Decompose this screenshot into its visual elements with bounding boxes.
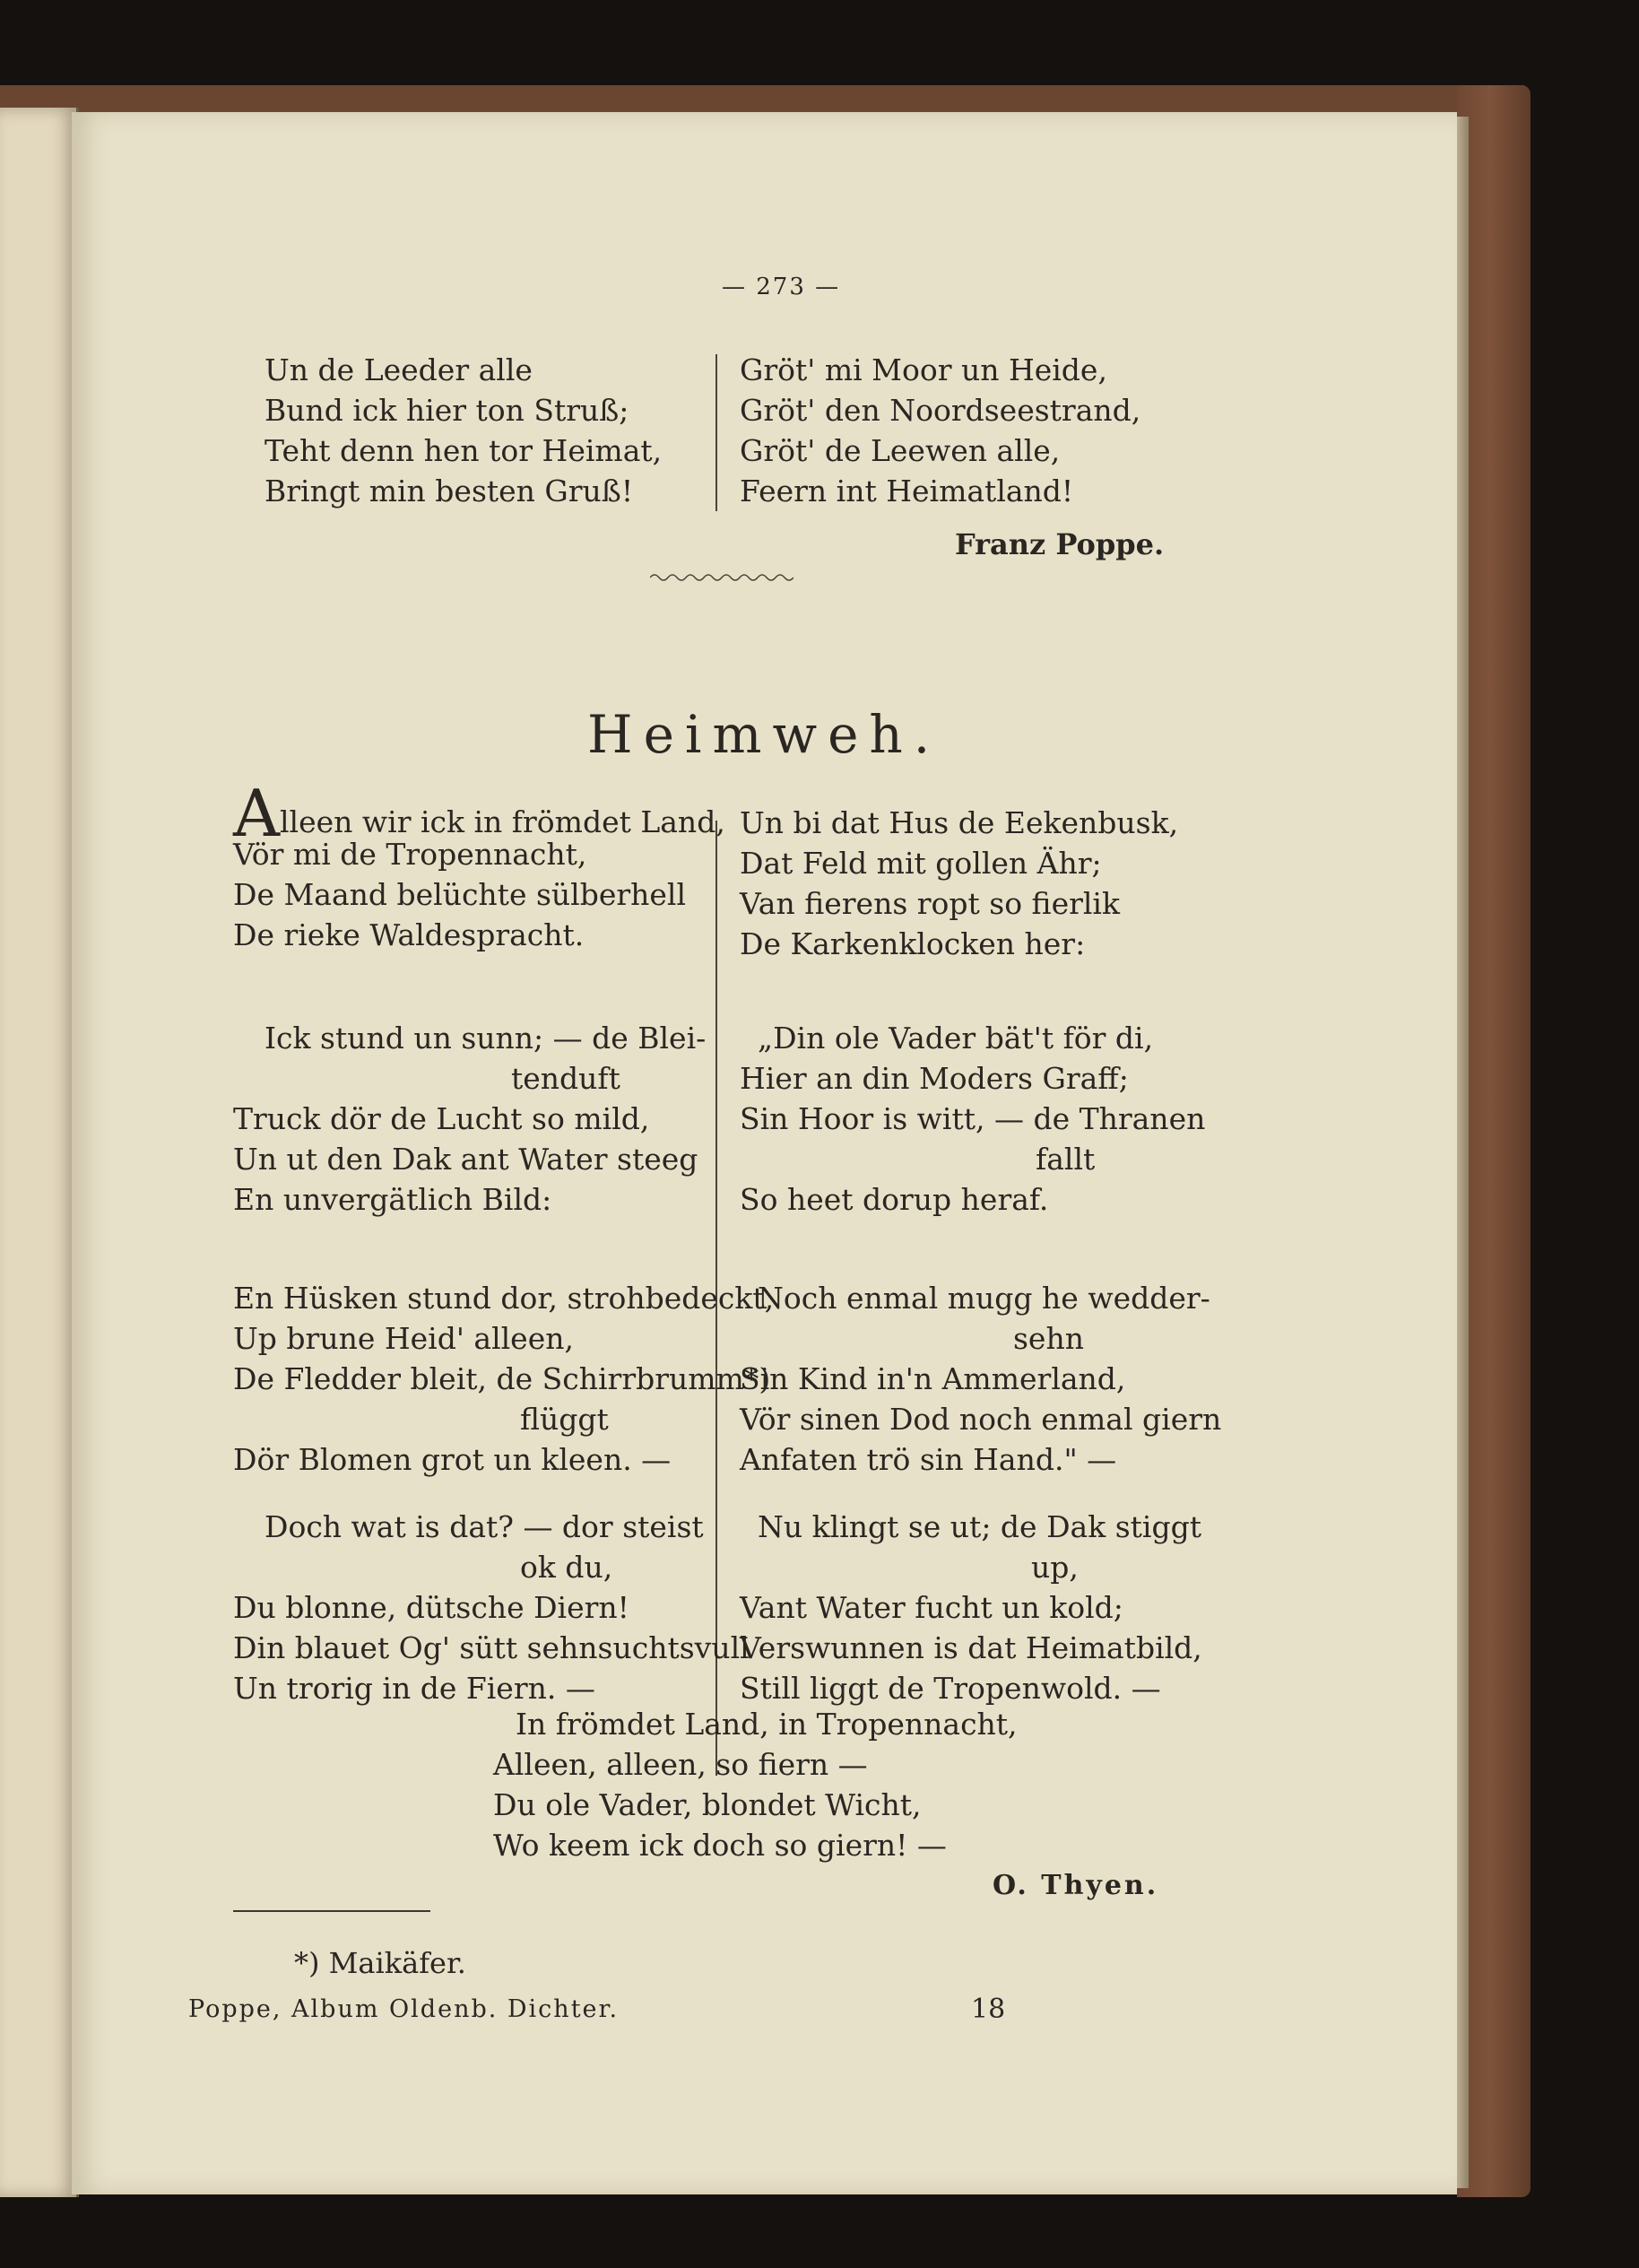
footer-source-line: Poppe, Album Oldenb. Dichter.: [188, 1995, 620, 2023]
verse-line: Doch wat is dat? — dor steist: [264, 1509, 704, 1544]
verse-line: Bringt min besten Gruß!: [264, 474, 634, 508]
verse-line-continuation: flüggt: [520, 1402, 609, 1437]
verse-line: Du ole Vader, blondet Wicht,: [493, 1787, 922, 1822]
footnote: *) Maikäfer.: [294, 1946, 466, 1980]
page-number: — 273 —: [722, 274, 841, 300]
verse-line: Vör mi de Tropennacht,: [233, 837, 587, 872]
verse-line: Dör Blomen grot un kleen. —: [233, 1442, 672, 1477]
verse-line-continuation: fallt: [1036, 1142, 1096, 1177]
footnote-rule: [233, 1910, 430, 1912]
verse-line: Feern int Heimatland!: [740, 474, 1074, 508]
poem1-author: Franz Poppe.: [955, 527, 1165, 561]
verse-line: Hier an din Moders Graff;: [740, 1061, 1129, 1096]
verse-line: Vant Water fucht un kold;: [740, 1590, 1123, 1625]
verse-line: Un bi dat Hus de Eekenbusk,: [740, 805, 1179, 840]
verse-line: Gröt' den Noordseestrand,: [740, 393, 1141, 428]
verse-line: Gröt' mi Moor un Heide,: [740, 352, 1107, 387]
poem2-left-stanza-4b: [233, 1587, 750, 1708]
poem2-closing-stanza: [493, 1704, 1018, 1865]
verse-line: Din blauet Og' sütt sehnsuchtsvull: [233, 1630, 750, 1665]
verse-line: Anfaten trö sin Hand." —: [740, 1442, 1117, 1477]
verse-line: Vör sinen Dod noch enmal giern: [740, 1402, 1222, 1437]
verse-line: Wo keem ick doch so giern! —: [493, 1828, 947, 1863]
drop-cap-letter: A: [233, 776, 280, 851]
poem2-left-stanza-4: [264, 1507, 704, 1587]
previous-page-edge: [0, 108, 79, 2197]
verse-line: De Karkenklocken her:: [740, 926, 1086, 961]
verse-line: Sin Hoor is witt, — de Thranen: [740, 1101, 1206, 1136]
verse-line: De rieke Waldespracht.: [233, 917, 585, 952]
verse-line: Dat Feld mit gollen Ähr;: [740, 846, 1102, 881]
poem2-left-stanza-1: [233, 776, 725, 955]
verse-line: Un de Leeder alle: [264, 352, 533, 387]
poem2-right-stanza-4: [758, 1507, 1201, 1587]
verse-line: Un ut den Dak ant Water steeg: [233, 1142, 698, 1177]
verse-line: Truck dör de Lucht so mild,: [233, 1101, 650, 1136]
poem2-left-stanza-2: [264, 1018, 706, 1099]
verse-line: So heet dorup heraf.: [740, 1182, 1049, 1217]
column-divider: [715, 354, 717, 511]
poem2-left-stanza-3: [233, 1278, 774, 1480]
verse-line: Van fierens ropt so fierlik: [740, 886, 1120, 921]
verse-line: De Maand belüchte sülberhell: [233, 877, 687, 912]
poem2-author: O. Thyen.: [993, 1870, 1159, 1901]
book-page: [72, 112, 1457, 2194]
wave-ornament-divider: [650, 571, 793, 584]
printer-signature-mark: 18: [971, 1994, 1006, 2025]
verse-text: lleen wir ick in frömdet Land,: [280, 804, 725, 839]
verse-line: Verswunnen is dat Heimatbild,: [740, 1630, 1202, 1665]
verse-line: Teht denn hen tor Heimat,: [264, 433, 663, 468]
poem2-right-stanza-2b: [740, 1058, 1205, 1220]
verse-line-continuation: tenduft: [511, 1061, 620, 1096]
verse-line: Du blonne, dütsche Diern!: [233, 1590, 629, 1625]
verse-line: Un trorig in de Fiern. —: [233, 1671, 595, 1706]
verse-line: Nu klingt se ut; de Dak stiggt: [758, 1509, 1201, 1544]
verse-line-continuation: up,: [1031, 1550, 1079, 1585]
verse-line: En unvergätlich Bild:: [233, 1182, 552, 1217]
poem-title: Heimweh.: [587, 704, 941, 765]
verse-line: Up brune Heid' alleen,: [233, 1321, 574, 1356]
poem2-left-stanza-2b: [233, 1099, 698, 1220]
poem2-right-stanza-3: [758, 1278, 1210, 1359]
verse-line: Noch enmal mugg he wedder-: [758, 1281, 1210, 1316]
verse-line: In frömdet Land, in Tropennacht,: [516, 1707, 1018, 1742]
verse-line: Gröt' de Leewen alle,: [740, 433, 1061, 468]
poem2-right-stanza-2: [758, 1018, 1153, 1058]
verse-line-continuation: ok du,: [520, 1550, 613, 1585]
verse-line: Bund ick hier ton Struß;: [264, 393, 629, 428]
verse-line-continuation: sehn: [1013, 1321, 1084, 1356]
verse-line: De Fledder bleit, de Schirrbrumm*): [233, 1361, 771, 1396]
poem2-right-stanza-1: [740, 803, 1178, 964]
poem1-left-stanza: [264, 350, 662, 511]
poem2-right-stanza-3b: [740, 1359, 1221, 1480]
verse-line: Ick stund un sunn; — de Blei-: [264, 1021, 707, 1056]
verse-line: En Hüsken stund dor, strohbedeckt,: [233, 1281, 775, 1316]
verse-line: Sin Kind in'n Ammerland,: [740, 1361, 1126, 1396]
verse-line: „Din ole Vader bät't för di,: [758, 1021, 1154, 1056]
verse-line: [233, 776, 725, 851]
verse-line: Alleen, alleen, so fiern —: [493, 1747, 868, 1782]
poem2-right-stanza-4b: [740, 1587, 1202, 1708]
verse-line: Still liggt de Tropenwold. —: [740, 1671, 1161, 1706]
poem1-right-stanza: [740, 350, 1140, 511]
